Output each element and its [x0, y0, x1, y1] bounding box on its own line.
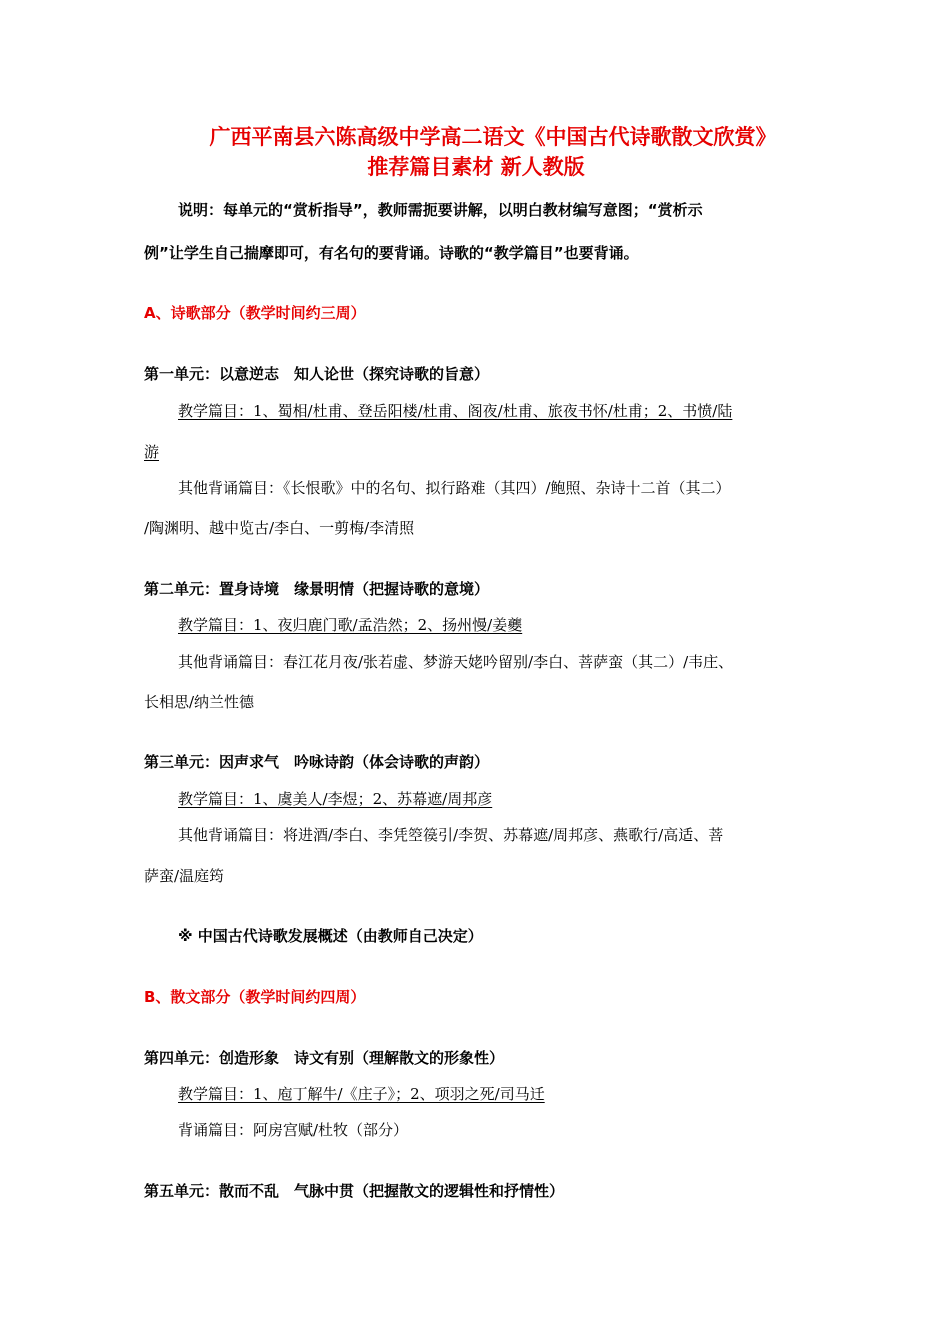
unit2-recite-line2: 长相思/纳兰性德: [144, 693, 255, 711]
section-a-heading: A、诗歌部分（教学时间约三周）: [144, 304, 366, 322]
note-line2: 例”让学生自己揣摩即可，有名句的要背诵。诗歌的“教学篇目”也要背诵。: [144, 244, 639, 262]
poetry-overview-note: ※ 中国古代诗歌发展概述（由教师自己决定）: [178, 927, 483, 945]
unit4-teaching-line1: 教学篇目：1、庖丁解牛/《庄子》；2、项羽之死/司马迁: [178, 1085, 545, 1103]
section-b-heading: B、散文部分（教学时间约四周）: [144, 988, 366, 1006]
unit4-recite-line1: 背诵篇目：阿房宫赋/杜牧（部分）: [178, 1121, 409, 1139]
unit1-recite-line2: /陶渊明、越中览古/李白、一剪梅/李清照: [144, 519, 415, 537]
unit1-heading: 第一单元：以意逆志 知人论世（探究诗歌的旨意）: [144, 365, 490, 383]
unit3-recite-line2: 萨蛮/温庭筠: [144, 867, 225, 885]
unit3-teaching-line1: 教学篇目：1、虞美人/李煜；2、苏幕遮/周邦彦: [178, 790, 493, 808]
unit2-teaching-line1: 教学篇目：1、夜归鹿门歌/孟浩然；2、扬州慢/姜夔: [178, 616, 523, 634]
unit1-recite-line1: 其他背诵篇目：《长恨歌》中的名句、拟行路难（其四）/鲍照、杂诗十二首（其二）: [178, 479, 731, 497]
document-title-line1: 广西平南县六陈高级中学高二语文《中国古代诗歌散文欣赏》: [209, 125, 777, 149]
note-line1: 说明：每单元的“赏析指导”，教师需扼要讲解，以明白教材编写意图；“赏析示: [178, 201, 703, 219]
unit3-heading: 第三单元：因声求气 吟咏诗韵（体会诗歌的声韵）: [144, 753, 490, 771]
unit2-recite-line1: 其他背诵篇目：春江花月夜/张若虚、梦游天姥吟留别/李白、菩萨蛮（其二）/韦庄、: [178, 653, 734, 671]
unit4-heading: 第四单元：创造形象 诗文有别（理解散文的形象性）: [144, 1049, 505, 1067]
document-title-line2: 推荐篇目素材 新人教版: [367, 155, 585, 179]
unit2-heading: 第二单元：置身诗境 缘景明情（把握诗歌的意境）: [144, 580, 490, 598]
unit1-teaching-line2: 游: [144, 443, 160, 461]
unit3-recite-line1: 其他背诵篇目：将进酒/李白、李凭箜篌引/李贺、苏幕遮/周邦彦、燕歌行/高适、菩: [178, 826, 724, 844]
unit5-heading: 第五单元：散而不乱 气脉中贯（把握散文的逻辑性和抒情性）: [144, 1182, 565, 1200]
unit1-teaching-line1: 教学篇目：1、蜀相/杜甫、登岳阳楼/杜甫、阁夜/杜甫、旅夜书怀/杜甫；2、书愤/陆: [178, 402, 733, 420]
